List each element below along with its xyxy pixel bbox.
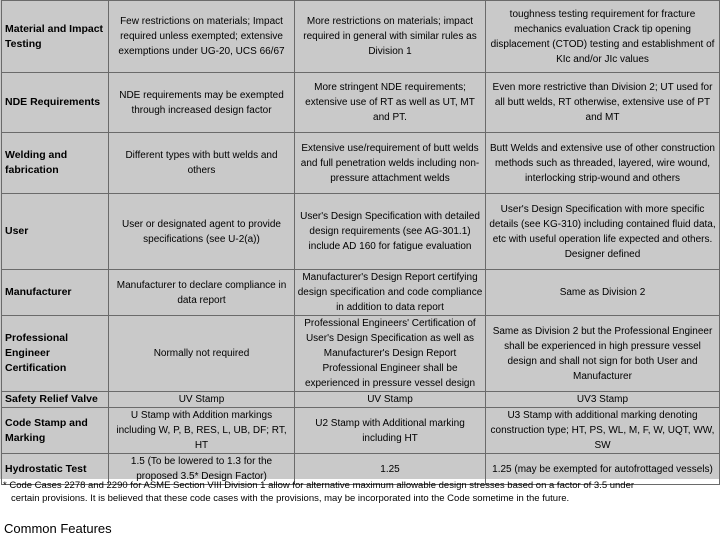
division1-cell: Different types with butt welds and others — [109, 133, 295, 194]
division2-cell: More restrictions on materials; impact required in general with similar rules as Division 1 — [295, 1, 486, 73]
division1-cell: UV Stamp — [109, 392, 295, 408]
table-row — [2, 408, 720, 454]
row-label: Professional Engineer Certification — [2, 316, 109, 392]
row-label: Material and Impact Testing — [2, 1, 109, 73]
division1-cell: Few restrictions on materials; Impact required unless exempted; extensive exemptions under UG-20, UCS 66/67 — [109, 1, 295, 73]
table-row — [2, 1, 720, 73]
division3-cell: UV3 Stamp — [486, 392, 720, 408]
row-label: User — [2, 194, 109, 270]
division1-cell: NDE requirements may be exempted through increased design factor — [109, 73, 295, 133]
division1-cell: 1.5 (To be lowered to 1.3 for the proposed 3.5* Design Factor) — [109, 454, 295, 485]
table-row — [2, 73, 720, 133]
division2-cell: Professional Engineers' Certification of User's Design Specification as well as Manufacturer's Design Report Professional Engineer shall be experienced in pressure vessel design — [295, 316, 486, 392]
division1-cell: User or designated agent to provide specifications (see U-2(a)) — [109, 194, 295, 270]
division3-cell: 1.25 (may be exempted for autofrottaged vessels) — [486, 454, 720, 485]
division1-cell: Manufacturer to declare compliance in data report — [109, 270, 295, 316]
division2-cell: Extensive use/requirement of butt welds and full penetration welds including non-pressure attachment welds — [295, 133, 486, 194]
division1-cell: U Stamp with Addition markings including W, P, B, RES, L, UB, DF; RT, HT — [109, 408, 295, 454]
division3-cell: User's Design Specification with more specific details (see KG-310) including contained fluid data, etc with useful operation life expected and others. Designer defined — [486, 194, 720, 270]
row-label: Welding and fabrication — [2, 133, 109, 194]
division3-cell: Same as Division 2 but the Professional Engineer shall be experienced in high pressure vessel design and shall not sign for both User and Manufacturer — [486, 316, 720, 392]
table-row — [2, 133, 720, 194]
division2-cell: User's Design Specification with detailed design requirements (see AG-301.1) include AD 160 for fatigue evaluation — [295, 194, 486, 270]
division2-cell: More stringent NDE requirements; extensive use of RT as well as UT, MT and PT. — [295, 73, 486, 133]
footnote-line-2: certain provisions. It is believed that these code cases with the provisions, may be incorporated into the Code sometime in the future. — [11, 493, 570, 504]
row-label: Hydrostatic Test — [2, 454, 109, 485]
division2-cell: U2 Stamp with Additional marking including HT — [295, 408, 486, 454]
division3-cell: Same as Division 2 — [486, 270, 720, 316]
division3-cell: Even more restrictive than Division 2; UT used for all butt welds, RT otherwise, extensive use of PT and MT — [486, 73, 720, 133]
division3-cell: toughness testing requirement for fracture mechanics evaluation Crack tip opening displacement (CTOD) testing and establishment of KIc and/or JIc values — [486, 1, 720, 73]
table-row — [2, 270, 720, 316]
division2-cell: UV Stamp — [295, 392, 486, 408]
division3-cell: Butt Welds and extensive use of other construction methods such as threaded, layered, wire wound, interlocking strip-wound and others — [486, 133, 720, 194]
footnote — [3, 479, 717, 505]
footnote-line-1: * Code Cases 2278 and 2290 for ASME Section VIII Division 1 allow for alternative maximum allowable design stresses based on a factor of 3.5 under — [3, 480, 635, 491]
common-features-title: Common Features — [4, 521, 112, 536]
division1-cell: Normally not required — [109, 316, 295, 392]
division3-cell: U3 Stamp with additional marking denoting construction type; HT, PS, WL, M, F, W, UQT, WW, SW — [486, 408, 720, 454]
comparison-table — [1, 0, 720, 485]
row-label: Code Stamp and Marking — [2, 408, 109, 454]
division2-cell: 1.25 — [295, 454, 486, 485]
table-row — [2, 316, 720, 392]
division2-cell: Manufacturer's Design Report certifying design specification and code compliance in addition to data report — [295, 270, 486, 316]
row-label: Manufacturer — [2, 270, 109, 316]
row-label: Safety Relief Valve — [2, 392, 109, 408]
row-label: NDE Requirements — [2, 73, 109, 133]
table-row — [2, 392, 720, 408]
table-row — [2, 194, 720, 270]
